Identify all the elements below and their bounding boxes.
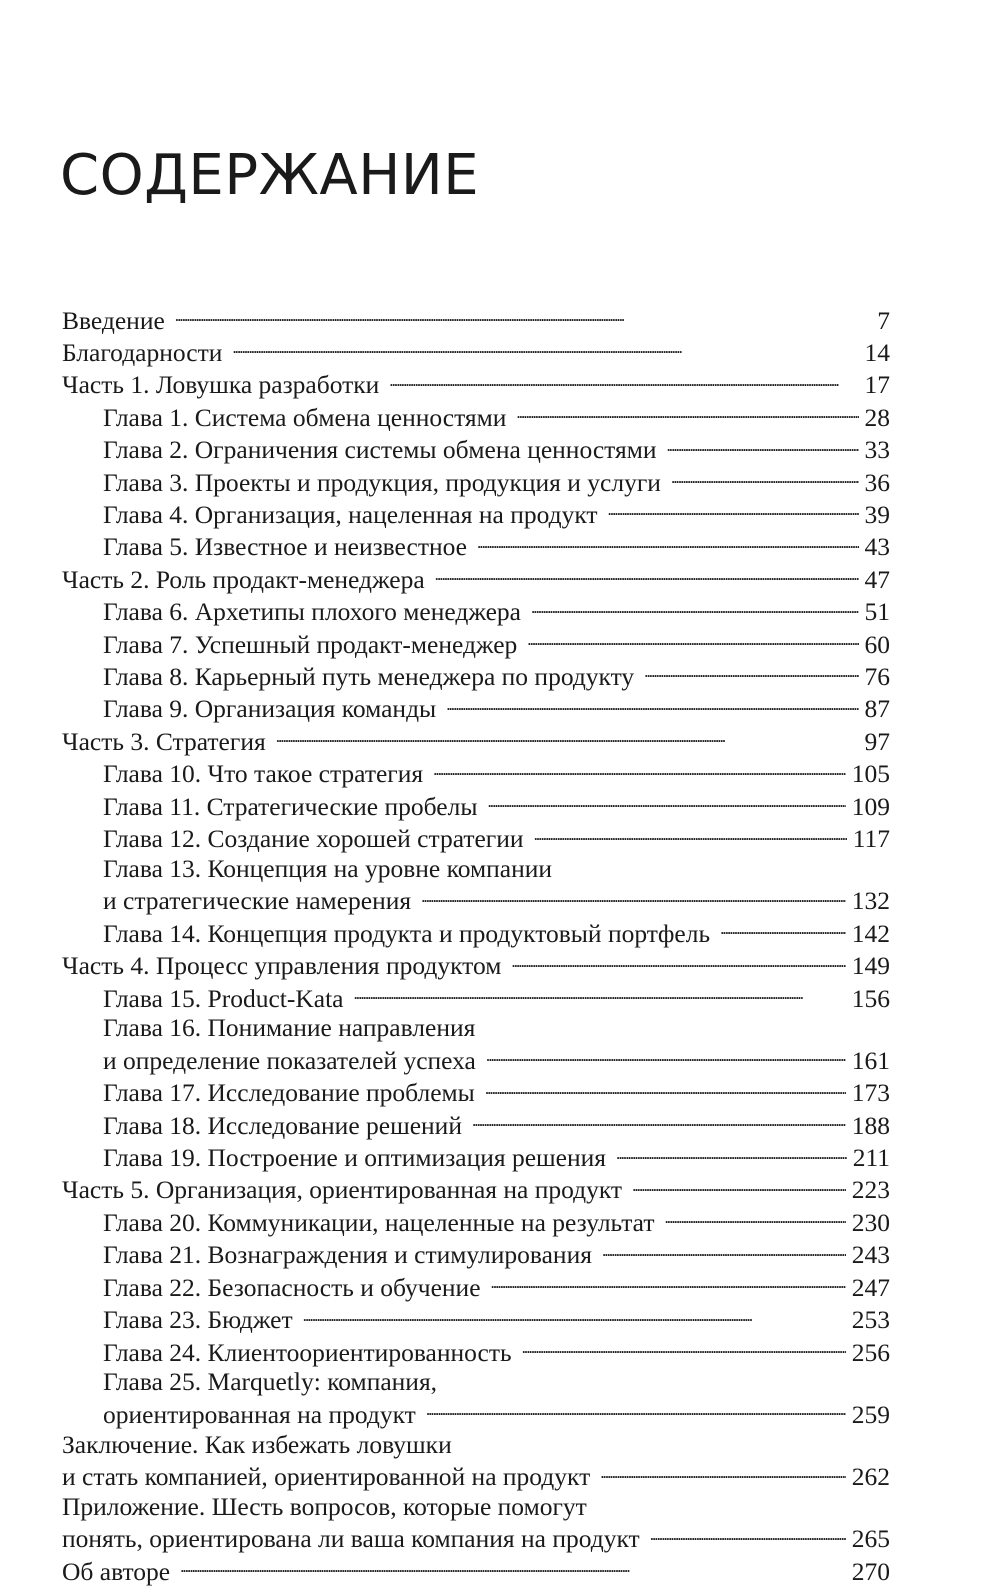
toc-entry-title: Часть 5. Организация, ориентированная на продукт <box>62 1175 623 1205</box>
toc-page-number: 33 <box>864 435 890 465</box>
toc-chapter-entry <box>62 433 890 465</box>
toc-page-number: 262 <box>851 1462 890 1492</box>
toc-entry-title: Глава 24. Клиентоориентированность <box>103 1337 512 1367</box>
toc-entry-title: Глава 22. Безопасность и обучение <box>103 1272 481 1302</box>
toc-page-number: 270 <box>851 1556 890 1586</box>
toc-entry-row <box>103 884 890 916</box>
toc-page-number: 7 <box>877 305 890 335</box>
toc-page-number: 230 <box>851 1207 890 1237</box>
toc-entry-title: Глава 8. Карьерный путь менеджера по продукту <box>103 661 635 691</box>
toc-page-number: 43 <box>864 532 890 562</box>
toc-entry-row <box>103 757 890 789</box>
toc-entry-title: Глава 4. Организация, нацеленная на продукт <box>103 499 598 529</box>
toc-page-number: 60 <box>864 629 890 659</box>
toc-entry-row <box>103 465 890 497</box>
toc-page-number: 132 <box>851 886 890 916</box>
toc-chapter-entry <box>62 400 890 432</box>
toc-entry-title: Глава 9. Организация команды <box>103 694 437 724</box>
toc-entry-row <box>62 949 890 981</box>
dot-leader <box>303 1303 846 1329</box>
toc-page-number: 223 <box>851 1175 890 1205</box>
toc-entry-row <box>103 1303 890 1335</box>
toc-chapter-entry <box>62 1108 890 1140</box>
toc-chapter-entry <box>62 1205 890 1237</box>
toc-entry-title: Глава 19. Построение и оптимизация решения <box>103 1143 607 1173</box>
dot-leader <box>421 884 846 910</box>
toc-part-entry <box>62 368 890 400</box>
dot-leader <box>472 1108 846 1134</box>
toc-page-number: 253 <box>851 1305 890 1335</box>
dot-leader <box>616 1141 847 1167</box>
toc-part-entry <box>62 949 890 981</box>
toc-entry-row <box>103 1270 890 1302</box>
toc-chapter-entry <box>62 627 890 659</box>
dot-leader <box>644 659 858 685</box>
toc-entry-row <box>103 1335 890 1367</box>
dot-leader <box>720 916 846 942</box>
toc-entry-row <box>62 1173 890 1205</box>
toc-chapter-entry <box>62 1367 890 1429</box>
dot-leader <box>446 692 858 718</box>
toc-page-number: 51 <box>864 597 890 627</box>
toc-entry-row <box>62 1460 890 1492</box>
dot-leader <box>426 1397 846 1423</box>
toc-part-entry <box>62 1430 890 1492</box>
dot-leader <box>353 981 845 1007</box>
toc-part-entry <box>62 1554 890 1586</box>
toc-entry-title-line: Глава 16. Понимание направления <box>103 1013 476 1043</box>
toc-entry-row <box>103 1397 890 1429</box>
toc-entry-row <box>103 1141 890 1173</box>
dot-leader <box>491 1270 846 1296</box>
toc-entry-title: ориентированная на продукт <box>103 1399 416 1429</box>
toc-chapter-entry <box>62 757 890 789</box>
dot-leader <box>534 822 847 848</box>
toc-chapter-entry <box>62 854 890 916</box>
dot-leader <box>671 465 859 491</box>
dot-leader <box>608 497 859 523</box>
toc-chapter-entry <box>62 1303 890 1335</box>
toc-entry-title: Глава 20. Коммуникации, нацеленные на результат <box>103 1207 655 1237</box>
toc-part-entry <box>62 724 890 756</box>
toc-entry-title-line: Приложение. Шесть вопросов, которые помогут <box>62 1492 587 1522</box>
toc-entry-title: Глава 21. Вознаграждения и стимулирования <box>103 1240 592 1270</box>
page-title: СОДЕРЖАНИЕ <box>60 143 480 208</box>
toc-page-number: 39 <box>864 499 890 529</box>
dot-leader <box>485 1076 846 1102</box>
toc-entry-row <box>103 822 890 854</box>
toc-page-number: 109 <box>851 791 890 821</box>
toc-part-entry <box>62 562 890 594</box>
toc-entry-title: Глава 3. Проекты и продукция, продукция и услуги <box>103 467 661 497</box>
toc-entry-row <box>62 335 890 367</box>
toc-entry-row <box>103 433 890 465</box>
toc-part-entry <box>62 335 890 367</box>
toc-entry-title: Глава 11. Стратегические пробелы <box>103 791 478 821</box>
toc-page-number: 105 <box>851 759 890 789</box>
toc-entry-row <box>103 497 890 529</box>
toc-page-number: 211 <box>852 1143 890 1173</box>
toc-entry-row <box>62 1522 890 1554</box>
toc-chapter-entry <box>62 822 890 854</box>
toc-entry-row <box>103 1076 890 1108</box>
table-of-contents <box>62 303 890 1587</box>
toc-entry-title: и стратегические намерения <box>103 886 412 916</box>
toc-entry-title: Глава 14. Концепция продукта и продуктовый портфель <box>103 918 711 948</box>
toc-entry-title: Глава 18. Исследование решений <box>103 1110 462 1140</box>
toc-page-number: 256 <box>851 1337 890 1367</box>
toc-entry-row <box>103 1238 890 1270</box>
toc-entry-row <box>103 692 890 724</box>
toc-page-number: 156 <box>851 983 890 1013</box>
toc-page-number: 188 <box>851 1110 890 1140</box>
toc-chapter-entry <box>62 981 890 1013</box>
toc-entry-title-line: Глава 25. Marquetly: компания, <box>103 1367 438 1397</box>
toc-entry-row <box>103 1108 890 1140</box>
toc-entry-row <box>103 400 890 432</box>
toc-chapter-entry <box>62 659 890 691</box>
toc-page-number: 243 <box>851 1240 890 1270</box>
dot-leader <box>522 1335 846 1361</box>
dot-leader <box>389 368 858 394</box>
toc-entry-title: Об авторе <box>62 1556 171 1586</box>
toc-entry-row <box>103 627 890 659</box>
toc-entry-row <box>103 916 890 948</box>
toc-entry-title: Глава 15. Product-Kata <box>103 983 344 1013</box>
dot-leader <box>477 530 859 556</box>
toc-chapter-entry <box>62 789 890 821</box>
toc-chapter-entry <box>62 1013 890 1075</box>
toc-page-number: 161 <box>851 1045 890 1075</box>
toc-part-entry <box>62 1492 890 1554</box>
toc-chapter-entry <box>62 916 890 948</box>
toc-page-number: 36 <box>864 467 890 497</box>
dot-leader <box>664 1205 845 1231</box>
toc-entry-title: Глава 23. Бюджет <box>103 1305 293 1335</box>
toc-page-number: 142 <box>851 918 890 948</box>
toc-entry-title: и определение показателей успеха <box>103 1045 476 1075</box>
toc-entry-title: Глава 17. Исследование проблемы <box>103 1078 475 1108</box>
toc-page-number: 76 <box>864 661 890 691</box>
toc-page-number: 247 <box>851 1272 890 1302</box>
toc-entry-title: Глава 6. Архетипы плохого менеджера <box>103 597 521 627</box>
toc-entry-title: Глава 1. Система обмена ценностями <box>103 402 507 432</box>
toc-entry-row <box>103 1043 890 1075</box>
toc-entry-title: Введение <box>62 305 165 335</box>
toc-part-entry <box>62 1173 890 1205</box>
toc-page-number: 173 <box>851 1078 890 1108</box>
toc-chapter-entry <box>62 1076 890 1108</box>
toc-entry-title: Глава 5. Известное и неизвестное <box>103 532 467 562</box>
dot-leader <box>276 724 859 750</box>
toc-entry-title-line: Заключение. Как избежать ловушки <box>62 1429 452 1459</box>
toc-entry-title: Глава 12. Создание хорошей стратегии <box>103 824 524 853</box>
dot-leader <box>486 1043 846 1069</box>
dot-leader <box>531 595 859 621</box>
toc-entry-row <box>62 1554 890 1586</box>
toc-page-number: 265 <box>851 1524 890 1554</box>
dot-leader <box>487 789 845 815</box>
toc-entry-title: Глава 2. Ограничения системы обмена ценностями <box>103 435 657 465</box>
toc-entry-row <box>62 303 890 335</box>
toc-part-entry <box>62 303 890 335</box>
dot-leader <box>516 400 858 426</box>
toc-entry-title: понять, ориентирована ли ваша компания на продукт <box>62 1524 640 1554</box>
toc-chapter-entry <box>62 1141 890 1173</box>
dot-leader <box>632 1173 846 1199</box>
toc-page-number: 87 <box>864 694 890 724</box>
toc-chapter-entry <box>62 1270 890 1302</box>
toc-chapter-entry <box>62 497 890 529</box>
dot-leader <box>602 1238 846 1264</box>
toc-entry-row <box>103 595 890 627</box>
toc-entry-title: Часть 4. Процесс управления продуктом <box>62 951 502 981</box>
toc-entry-title: Благодарности <box>62 337 223 367</box>
toc-entry-title: Часть 3. Стратегия <box>62 726 266 756</box>
toc-chapter-entry <box>62 595 890 627</box>
toc-page-number: 149 <box>851 951 890 981</box>
dot-leader <box>175 303 871 329</box>
toc-chapter-entry <box>62 1335 890 1367</box>
dot-leader <box>433 757 846 783</box>
toc-page-number: 28 <box>864 402 890 432</box>
dot-leader <box>180 1554 846 1580</box>
toc-entry-title-line: Глава 13. Концепция на уровне компании <box>103 853 553 883</box>
toc-entry-title: Часть 1. Ловушка разработки <box>62 370 380 400</box>
toc-entry-row <box>103 1205 890 1237</box>
dot-leader <box>511 949 845 975</box>
toc-page-number: 259 <box>851 1399 890 1429</box>
toc-page-number: 47 <box>864 564 890 594</box>
toc-page-number: 17 <box>864 370 890 400</box>
toc-entry-row <box>103 789 890 821</box>
dot-leader <box>435 562 859 588</box>
toc-entry-title: и стать компанией, ориентированной на продукт <box>62 1462 591 1492</box>
toc-entry-title: Глава 7. Успешный продакт-менеджер <box>103 629 518 659</box>
toc-entry-row <box>62 724 890 756</box>
dot-leader <box>650 1522 846 1548</box>
toc-entry-title: Часть 2. Роль продакт-менеджера <box>62 564 425 594</box>
toc-page-number: 14 <box>864 337 890 367</box>
toc-entry-row <box>62 562 890 594</box>
toc-page-number: 117 <box>852 824 890 853</box>
toc-chapter-entry <box>62 530 890 562</box>
toc-entry-row <box>103 530 890 562</box>
toc-chapter-entry <box>62 692 890 724</box>
toc-page-number: 97 <box>864 726 890 756</box>
toc-entry-title: Глава 10. Что такое стратегия <box>103 759 424 789</box>
toc-chapter-entry <box>62 1238 890 1270</box>
dot-leader <box>666 433 858 459</box>
toc-entry-row <box>103 981 890 1013</box>
toc-chapter-entry <box>62 465 890 497</box>
toc-entry-row <box>62 368 890 400</box>
dot-leader <box>232 335 858 361</box>
dot-leader <box>600 1460 846 1486</box>
dot-leader <box>527 627 858 653</box>
toc-entry-row <box>103 659 890 691</box>
